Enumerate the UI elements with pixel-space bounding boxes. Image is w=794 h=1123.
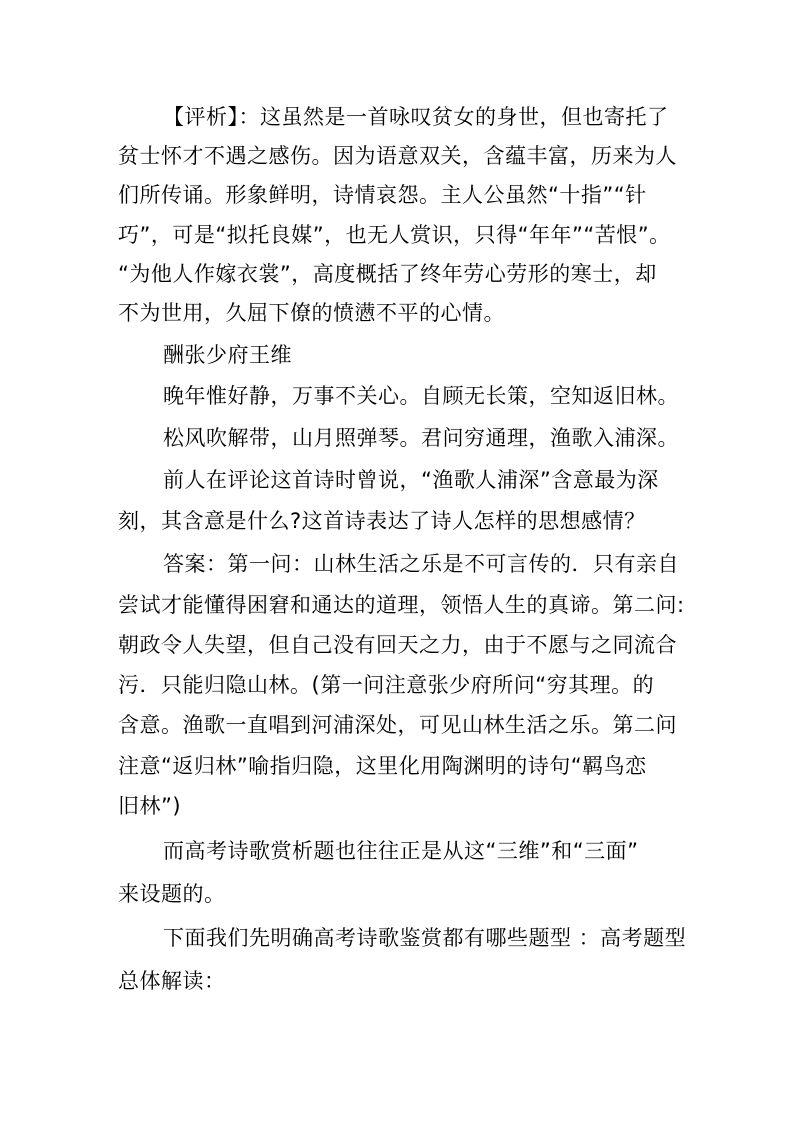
poem-line: 松风吹解带，山月照弹琴。君问穷通理，渔歌入浦深。	[163, 426, 679, 450]
commentary-line: 贫士怀才不遇之感伤。因为语意双关，含蕴丰富，历来为人	[118, 144, 677, 168]
commentary-line: 们所传诵。形象鲜明，诗情哀怨。主人公虽然“十指”“针	[118, 183, 647, 207]
answer-line: 答案：第一问：山林生活之乐是不可言传的．只有亲自	[163, 552, 679, 576]
answer-line: 朝政令人失望，但自己没有回天之力，由于不愿与之同流合	[118, 633, 677, 657]
answer-line: 污．只能归隐山林。(第一问注意张少府所问“穷其理。的	[118, 673, 655, 697]
poem-line: 晚年惟好静，万事不关心。自顾无长策，空知返旧林。	[163, 384, 679, 408]
exam-paragraph-line: 而高考诗歌赏析题也往往正是从这“三维”和“三面”	[163, 839, 639, 863]
commentary-line: “为他人作嫁衣裳”，高度概括了终年劳心劳形的寒士，却	[118, 262, 657, 286]
answer-line: 含意。渔歌一直唱到河浦深处，可见山林生活之乐。第二问	[118, 713, 677, 737]
exam-paragraph-line: 来设题的。	[118, 882, 226, 906]
question-types-line: 下面我们先明确高考诗歌鉴赏都有哪些题型 ：高考题型	[163, 926, 687, 950]
question-types-line: 总体解读：	[118, 969, 226, 993]
poem-title: 酬张少府王维	[163, 343, 292, 367]
question-line: 刻，其含意是什么?这首诗表达了诗人怎样的思想感情？	[118, 509, 646, 533]
answer-line: 尝试才能懂得困窘和通达的道理，领悟人生的真谛。第二问:	[118, 593, 685, 617]
answer-line: 注意“返归林”喻指归隐，这里化用陶渊明的诗句“羁鸟恋	[118, 754, 647, 778]
commentary-line: 不为世用，久屈下僚的愤懑不平的心情。	[118, 301, 505, 325]
answer-line: 旧林”)	[118, 794, 182, 818]
commentary-line: 【评析】：这虽然是一首咏叹贫女的身世，但也寄托了	[163, 105, 669, 129]
commentary-line: 巧”，可是“拟托良媒”，也无人赏识，只得“年年”“苦恨”。	[118, 223, 671, 247]
question-line: 前人在评论这首诗时曾说，“渔歌人浦深”含意最为深	[163, 468, 659, 492]
